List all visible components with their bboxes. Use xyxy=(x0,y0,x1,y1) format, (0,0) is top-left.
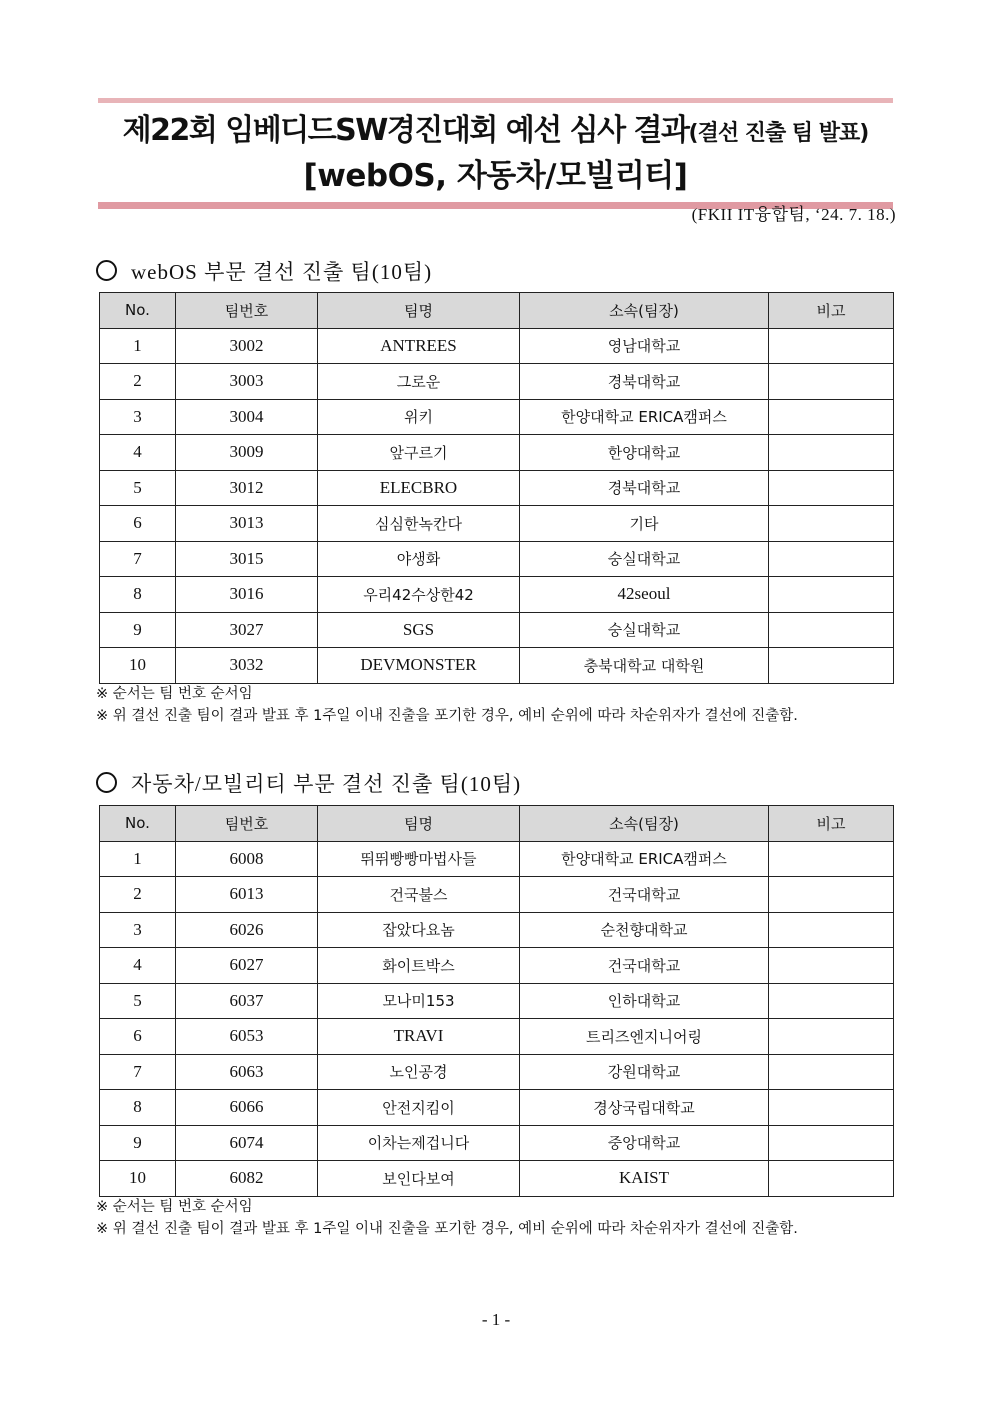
cell-affiliation: 숭실대학교 xyxy=(520,541,769,577)
issuer-date: (FKII IT융합팀, ‘24. 7. 18.) xyxy=(691,205,896,224)
table-row xyxy=(100,648,894,684)
cell-remarks xyxy=(769,612,894,648)
cell-team-name: 이차는제겁니다 xyxy=(318,1125,520,1161)
cell-no: 5 xyxy=(100,983,176,1019)
title-top-rule xyxy=(98,98,893,103)
cell-no: 1 xyxy=(100,328,176,364)
cell-affiliation: 한양대학교 ERICA캠퍼스 xyxy=(520,399,769,435)
cell-team-name: 심심한녹칸다 xyxy=(318,506,520,542)
cell-team-no: 3004 xyxy=(176,399,318,435)
cell-team-name: SGS xyxy=(318,612,520,648)
section-heading-mobility xyxy=(96,768,521,798)
cell-remarks xyxy=(769,983,894,1019)
mobility-table-body xyxy=(100,841,894,1196)
cell-team-no: 6008 xyxy=(176,841,318,877)
cell-team-no: 3003 xyxy=(176,364,318,400)
cell-team-no: 6066 xyxy=(176,1090,318,1126)
table-row xyxy=(100,1125,894,1161)
table-row xyxy=(100,1161,894,1197)
table-row xyxy=(100,877,894,913)
cell-affiliation: 기타 xyxy=(520,506,769,542)
cell-remarks xyxy=(769,841,894,877)
cell-affiliation: 한양대학교 ERICA캠퍼스 xyxy=(520,841,769,877)
cell-team-name: 앞구르기 xyxy=(318,435,520,471)
cell-team-no: 6074 xyxy=(176,1125,318,1161)
cell-no: 10 xyxy=(100,648,176,684)
note-line: ※ 위 결선 진출 팀이 결과 발표 후 1주일 이내 진출을 포기한 경우, 예비 순위에 따라 차순위자가 결선에 진출함. xyxy=(96,1221,798,1237)
cell-affiliation: KAIST xyxy=(520,1161,769,1197)
cell-team-no: 6053 xyxy=(176,1019,318,1055)
cell-affiliation: 경북대학교 xyxy=(520,364,769,400)
cell-remarks xyxy=(769,1125,894,1161)
cell-remarks xyxy=(769,1019,894,1055)
cell-team-no: 3027 xyxy=(176,612,318,648)
cell-affiliation: 중앙대학교 xyxy=(520,1125,769,1161)
section-heading-webos xyxy=(96,256,432,286)
cell-remarks xyxy=(769,948,894,984)
webos-results-table xyxy=(99,292,894,684)
cell-no: 5 xyxy=(100,470,176,506)
cell-affiliation: 한양대학교 xyxy=(520,435,769,471)
table-row xyxy=(100,541,894,577)
cell-team-no: 6026 xyxy=(176,912,318,948)
col-header-team-no: 팀번호 xyxy=(176,293,318,329)
table-header-row xyxy=(100,293,894,329)
document-subtitle: [webOS, 자동차/모빌리티] xyxy=(303,158,688,194)
cell-no: 8 xyxy=(100,1090,176,1126)
col-header-no: No. xyxy=(100,293,176,329)
cell-team-name: 화이트박스 xyxy=(318,948,520,984)
cell-remarks xyxy=(769,435,894,471)
cell-no: 4 xyxy=(100,435,176,471)
cell-remarks xyxy=(769,648,894,684)
cell-remarks xyxy=(769,399,894,435)
cell-team-no: 3032 xyxy=(176,648,318,684)
col-header-no: No. xyxy=(100,806,176,842)
title-sub: (결선 진출 팀 발표) xyxy=(688,121,869,146)
cell-team-name: 야생화 xyxy=(318,541,520,577)
cell-no: 9 xyxy=(100,612,176,648)
cell-affiliation: 건국대학교 xyxy=(520,948,769,984)
cell-affiliation: 순천향대학교 xyxy=(520,912,769,948)
webos-table-body xyxy=(100,328,894,683)
cell-team-no: 3012 xyxy=(176,470,318,506)
cell-no: 8 xyxy=(100,577,176,613)
cell-affiliation: 트리즈엔지니어링 xyxy=(520,1019,769,1055)
cell-affiliation: 숭실대학교 xyxy=(520,612,769,648)
note-line: ※ 위 결선 진출 팀이 결과 발표 후 1주일 이내 진출을 포기한 경우, 예비 순위에 따라 차순위자가 결선에 진출함. xyxy=(96,708,798,724)
cell-team-no: 6013 xyxy=(176,877,318,913)
cell-team-name: 위키 xyxy=(318,399,520,435)
page-number: - 1 - xyxy=(481,1310,511,1329)
cell-no: 2 xyxy=(100,877,176,913)
cell-no: 6 xyxy=(100,1019,176,1055)
col-header-affiliation: 소속(팀장) xyxy=(520,293,769,329)
table-row xyxy=(100,612,894,648)
section-notes xyxy=(96,683,798,727)
cell-no: 4 xyxy=(100,948,176,984)
table-row xyxy=(100,912,894,948)
cell-remarks xyxy=(769,364,894,400)
cell-team-name: 보인다보여 xyxy=(318,1161,520,1197)
table-row xyxy=(100,1090,894,1126)
cell-remarks xyxy=(769,1090,894,1126)
cell-no: 9 xyxy=(100,1125,176,1161)
cell-affiliation: 경북대학교 xyxy=(520,470,769,506)
circle-bullet-icon xyxy=(96,260,117,281)
circle-bullet-icon xyxy=(96,772,117,793)
cell-team-no: 6063 xyxy=(176,1054,318,1090)
cell-no: 3 xyxy=(100,399,176,435)
col-header-team-no: 팀번호 xyxy=(176,806,318,842)
cell-team-name: TRAVI xyxy=(318,1019,520,1055)
table-row xyxy=(100,1019,894,1055)
cell-team-name: 모나미153 xyxy=(318,983,520,1019)
cell-affiliation: 경상국립대학교 xyxy=(520,1090,769,1126)
cell-team-no: 6082 xyxy=(176,1161,318,1197)
note-line: ※ 순서는 팀 번호 순서임 xyxy=(96,686,253,702)
cell-no: 3 xyxy=(100,912,176,948)
cell-team-no: 6037 xyxy=(176,983,318,1019)
cell-remarks xyxy=(769,1161,894,1197)
cell-team-name: 잡았다요놈 xyxy=(318,912,520,948)
cell-remarks xyxy=(769,470,894,506)
table-row xyxy=(100,470,894,506)
table-row xyxy=(100,983,894,1019)
cell-team-no: 3016 xyxy=(176,577,318,613)
table-row xyxy=(100,506,894,542)
cell-remarks xyxy=(769,506,894,542)
cell-remarks xyxy=(769,1054,894,1090)
cell-no: 10 xyxy=(100,1161,176,1197)
cell-team-name: 안전지킴이 xyxy=(318,1090,520,1126)
cell-affiliation: 영남대학교 xyxy=(520,328,769,364)
cell-remarks xyxy=(769,541,894,577)
cell-no: 2 xyxy=(100,364,176,400)
table-row xyxy=(100,1054,894,1090)
cell-affiliation: 건국대학교 xyxy=(520,877,769,913)
cell-team-no: 3013 xyxy=(176,506,318,542)
cell-team-name: ELECBRO xyxy=(318,470,520,506)
table-row xyxy=(100,328,894,364)
cell-affiliation: 강원대학교 xyxy=(520,1054,769,1090)
note-line: ※ 순서는 팀 번호 순서임 xyxy=(96,1199,253,1215)
cell-team-name: 그로운 xyxy=(318,364,520,400)
cell-remarks xyxy=(769,912,894,948)
section-heading-text: 자동차/모빌리티 부문 결선 진출 팀(10팀) xyxy=(131,772,522,796)
cell-affiliation: 42seoul xyxy=(520,577,769,613)
cell-no: 7 xyxy=(100,1054,176,1090)
document-title xyxy=(98,111,893,154)
cell-team-name: 뛰뛰빵빵마법사들 xyxy=(318,841,520,877)
cell-team-name: 건국불스 xyxy=(318,877,520,913)
table-row xyxy=(100,435,894,471)
section-notes xyxy=(96,1196,798,1240)
cell-remarks xyxy=(769,577,894,613)
table-row xyxy=(100,364,894,400)
cell-team-no: 3009 xyxy=(176,435,318,471)
cell-team-name: ANTREES xyxy=(318,328,520,364)
cell-remarks xyxy=(769,877,894,913)
cell-no: 1 xyxy=(100,841,176,877)
cell-no: 7 xyxy=(100,541,176,577)
table-row xyxy=(100,399,894,435)
table-row xyxy=(100,577,894,613)
cell-team-no: 3015 xyxy=(176,541,318,577)
table-row xyxy=(100,841,894,877)
cell-team-no: 6027 xyxy=(176,948,318,984)
title-main: 제22회 임베디드SW경진대회 예선 심사 결과 xyxy=(122,113,689,148)
cell-affiliation: 인하대학교 xyxy=(520,983,769,1019)
col-header-affiliation: 소속(팀장) xyxy=(520,806,769,842)
section-heading-text: webOS 부문 결선 진출 팀(10팀) xyxy=(131,260,433,284)
col-header-remarks: 비고 xyxy=(769,293,894,329)
table-row xyxy=(100,948,894,984)
cell-team-no: 3002 xyxy=(176,328,318,364)
cell-remarks xyxy=(769,328,894,364)
col-header-team-name: 팀명 xyxy=(318,293,520,329)
cell-no: 6 xyxy=(100,506,176,542)
cell-team-name: 노인공경 xyxy=(318,1054,520,1090)
col-header-team-name: 팀명 xyxy=(318,806,520,842)
cell-team-name: DEVMONSTER xyxy=(318,648,520,684)
table-header-row xyxy=(100,806,894,842)
cell-affiliation: 충북대학교 대학원 xyxy=(520,648,769,684)
cell-team-name: 우리42수상한42 xyxy=(318,577,520,613)
col-header-remarks: 비고 xyxy=(769,806,894,842)
mobility-results-table xyxy=(99,805,894,1197)
document-title-block xyxy=(98,98,893,209)
